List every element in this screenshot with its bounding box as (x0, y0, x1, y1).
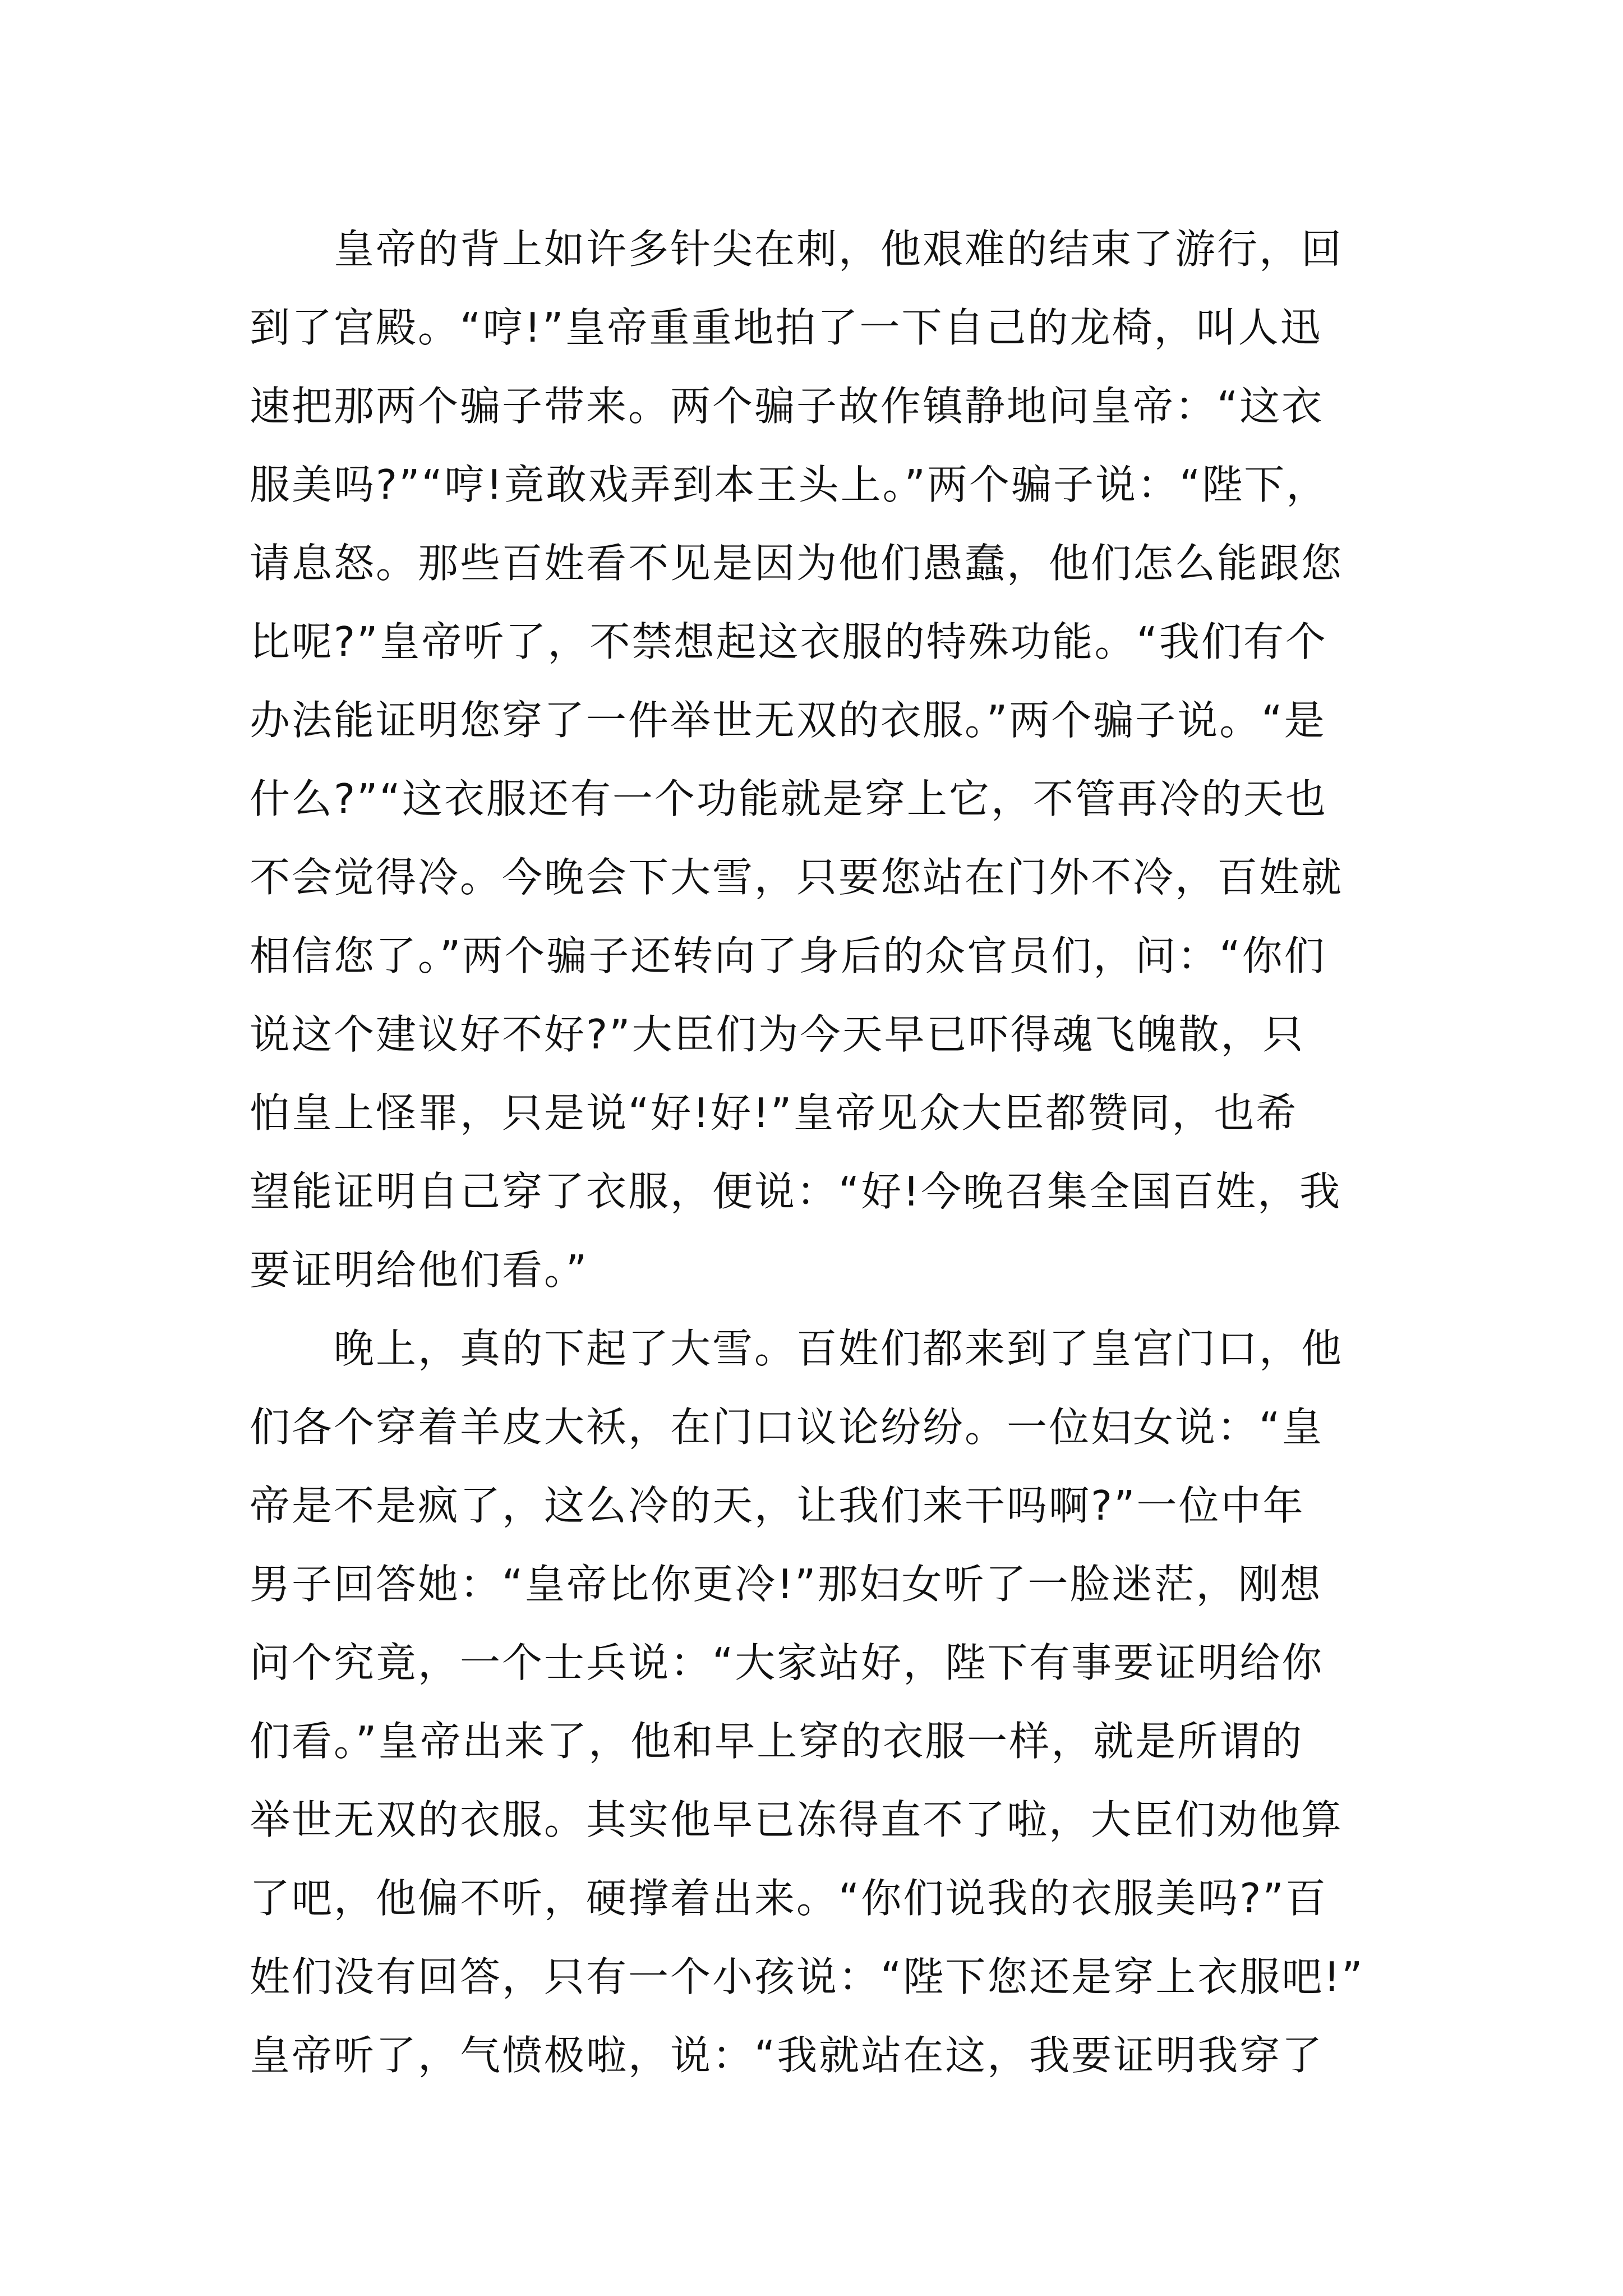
paragraph-1 (250, 210, 1405, 1309)
story-text (250, 210, 1405, 2095)
text-line: 请息怒。那些百姓看不见是因为他们愚蠢，他们怎么能跟您 (250, 540, 1344, 587)
text-line: 服美吗?”“哼!竟敢戏弄到本王头上。”两个骗子说：“陛下， (250, 461, 1329, 508)
text-line: 们看。”皇帝出来了，他和早上穿的衣服一样，就是所谓的 (250, 1718, 1304, 1765)
text-line: 望能证明自己穿了衣服，便说：“好!今晚召集全国百姓，我 (250, 1168, 1342, 1215)
text-line: 晚上，真的下起了大雪。百姓们都来到了皇宫门口，他 (334, 1325, 1344, 1372)
text-line: 要证明给他们看。” (250, 1246, 589, 1294)
text-line: 们各个穿着羊皮大袄，在门口议论纷纷。一位妇女说：“皇 (250, 1404, 1324, 1451)
text-line: 问个究竟，一个士兵说：“大家站好，陛下有事要证明给你 (250, 1639, 1324, 1686)
text-line: 皇帝的背上如许多针尖在刺，他艰难的结束了游行，回 (334, 226, 1344, 273)
text-line: 说这个建议好不好?”大臣们为今天早已吓得魂飞魄散，只 (250, 1011, 1305, 1058)
text-line: 了吧，他偏不听，硬撑着出来。“你们说我的衣服美吗?”百 (250, 1875, 1327, 1922)
paragraph-2 (250, 1309, 1405, 2095)
text-line: 姓们没有回答，只有一个小孩说：“陛下您还是穿上衣服吧!” (250, 1953, 1364, 2000)
text-line: 速把那两个骗子带来。两个骗子故作镇静地问皇帝：“这衣 (250, 383, 1324, 430)
text-line: 皇帝听了，气愤极啦，说：“我就站在这，我要证明我穿了 (250, 2032, 1324, 2079)
text-line: 怕皇上怪罪，只是说“好!好!”皇帝见众大臣都赞同，也希 (250, 1089, 1298, 1137)
text-line: 男子回答她：“皇帝比你更冷!”那妇女听了一脸迷茫，刚想 (250, 1561, 1322, 1608)
text-line: 比呢?”皇帝听了，不禁想起这衣服的特殊功能。“我们有个 (250, 618, 1327, 665)
text-line: 帝是不是疯了，这么冷的天，让我们来干吗啊?”一位中年 (250, 1482, 1305, 1529)
text-line: 举世无双的衣服。其实他早已冻得直不了啦，大臣们劝他算 (250, 1796, 1344, 1843)
text-line: 办法能证明您穿了一件举世无双的衣服。”两个骗子说。“是 (250, 697, 1326, 744)
text-line: 不会觉得冷。今晚会下大雪，只要您站在门外不冷，百姓就 (250, 854, 1344, 901)
text-line: 相信您了。”两个骗子还转向了身后的众官员们，问：“你们 (250, 932, 1326, 979)
text-line: 到了宫殿。“哼!”皇帝重重地拍了一下自己的龙椅，叫人迅 (250, 304, 1322, 351)
text-line: 什么?”“这衣服还有一个功能就是穿上它，不管再冷的天也 (250, 775, 1327, 822)
